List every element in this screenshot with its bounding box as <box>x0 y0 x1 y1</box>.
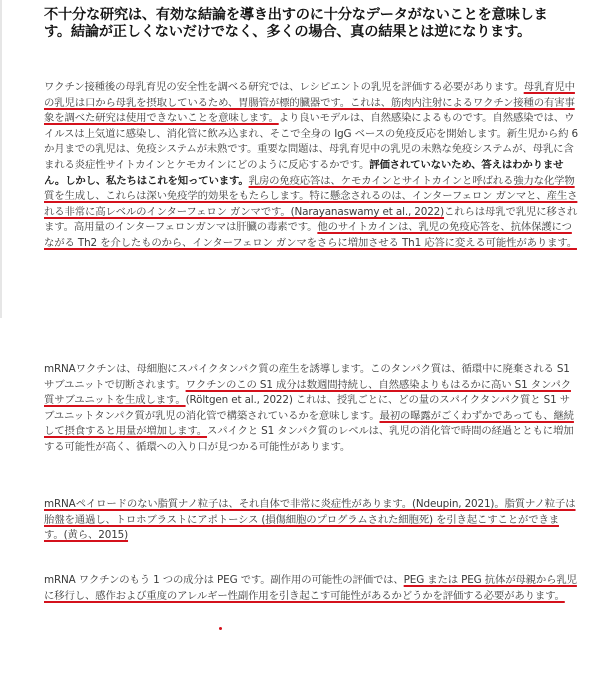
underlined-sentence: ワクチンのこの S1 成分は数週間持続し、自然感染よりもはるかに高い S1 タンパク質サブユニットを生成します。 <box>44 378 571 407</box>
sentence: (Röltgen et al., 2022) これは、授乳ごとに、どの量のスパイクタンパク質と S1 サブユニットタンパク質が乳児の消化管で構築されているかを意味します。 <box>44 394 570 422</box>
underlined-sentence: 特に懸念されるのは、インターフェロン ガンマと、産生される非常に高レベルのインターフェロン ガンマです。(Narayanaswamy et al., 2022) <box>44 190 578 218</box>
left-divider <box>0 0 2 318</box>
bold-sentence: 評価されていないため、答えはわかりません。しかし、私たちはこれを知っています。 <box>44 158 564 187</box>
underlined-sentence: 乳房の免疫応答は、ケモカインとサイトカインと呼ばれる強力な化学物質を生成し、これらは深い免疫学的効果をもたらします。 <box>44 174 575 203</box>
headline: 不十分な研究は、有効な結論を導き出すのに十分なデータがないことを意味します。結論が正しくないだけでなく、多くの場合、真の結果とは逆になります。 <box>44 7 548 40</box>
sentence: より良いモデルは、自然感染によるものです。自然感染では、ウイルスは上気道に感染し、消化管に飲み込まれ、そこで全身の IgG ベースの免疫反応を開始します。新生児から約 6 か月までの乳児は、免疫システムが未熟です。重要な問題は、母乳育児中の乳児の未熟な免疫システムが、母乳に含まれる炎症性サイトカインとケモカインにどのように反応するかです。 <box>44 112 578 171</box>
sentence: ワクチン接種後の母乳育児の安全性を調べる研究では、レシピエントの乳児を評価する必要があります。 <box>44 81 524 93</box>
sentence: これらは母乳で乳児に移されます。高用量のインターフェロンガンマは肝臓の毒素です。 <box>44 205 578 234</box>
red-mark <box>219 627 222 630</box>
underlined-sentence: 母乳育児中の乳児は口から母乳を摂取しているため、胃腸管が標的臓器です。これは、筋肉内注射によるワクチン接種の有害事象を調べた研究は使用できないことを意味します。 <box>44 81 575 125</box>
paragraph-breastfeeding-safety <box>44 80 578 252</box>
underlined-sentence: mRNAペイロードのない脂質ナノ粒子は、それ自体で非常に炎症性があります。(Ndeupin, 2021)。脂質ナノ粒子は胎盤を通過し、トロホブラストにアポトーシス (損傷細胞のプログラムされた細胞死) を引き起こすことができます。(黄ら、2015) <box>44 498 576 542</box>
underlined-sentence: 他のサイトカインは、乳児の免疫応答を、抗体保護につながる Th2 を介したものから、インターフェロン ガンマをさらに増加させる Th1 応答に変える可能性があります。 <box>44 221 577 249</box>
paragraph-lipid-nanoparticles <box>44 497 578 544</box>
paragraph-mrna-spike <box>44 362 578 456</box>
sentence: mRNA ワクチンのもう 1 つの成分は PEG です。副作用の可能性の評価では、 <box>44 574 404 586</box>
underlined-sentence: PEG または PEG 抗体が母親から乳児に移行し、感作および重度のアレルギー性副作用を引き起こす可能性があるかどうかを評価する必要があります。 <box>44 574 577 602</box>
underlined-sentence: 最初の曝露がごくわずかであっても、継続して摂食すると用量が増加します。 <box>44 409 574 438</box>
sentence: スパイクと S1 タンパク質のレベルは、乳児の消化管で時間の経過とともに増加する可能性が高く、循環への入り口が見つかる可能性があります。 <box>44 425 574 453</box>
sentence: mRNAワクチンは、母細胞にスパイクタンパク質の産生を誘導します。このタンパク質は、循環中に廃棄される S1 サブユニットで切断されます。 <box>44 363 570 391</box>
paragraph-peg <box>44 573 578 604</box>
